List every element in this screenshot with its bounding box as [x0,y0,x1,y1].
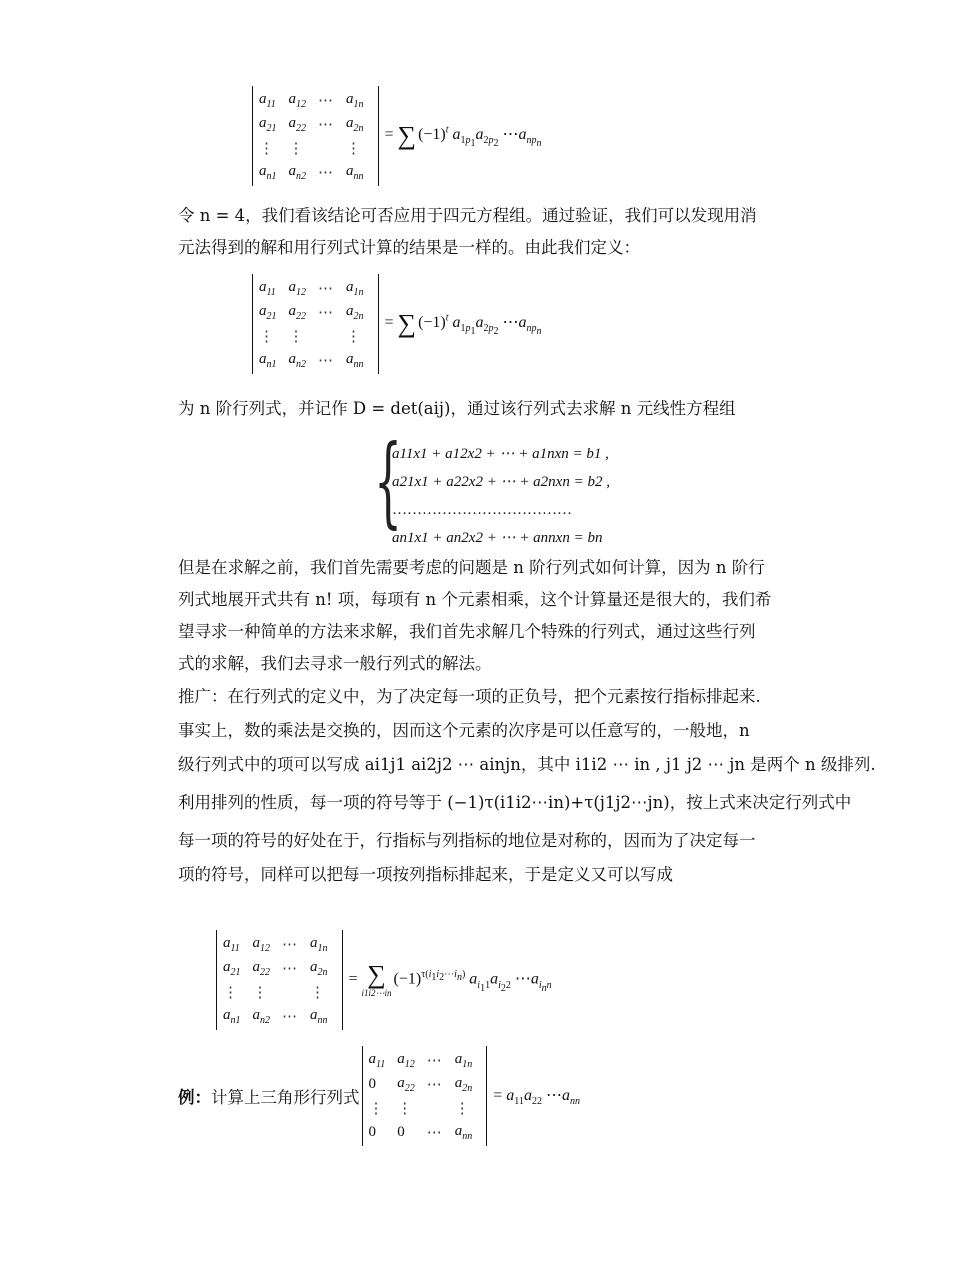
brace: { [374,425,403,539]
cell: $a_{11}$ [259,90,276,110]
determinant-definition-1 [252,86,542,186]
triangular-matrix: $a_{11}$ $a_{12}$ ⋯ $a_{1n}$ 0 $a_{22}$ ⋯ $a_{2n}$ ⋮ ⋮ ⋮ 0 0 ⋯ $a_{nn}$ [362,1046,488,1146]
paragraph-4: 推广：在行列式的定义中，为了决定每一项的正负号，把个元素按行指标排起来. 事实上，数的乘法是交换的，因而这个元素的次序是可以任意写的，一般地，n 级行列式中的项可以写成 ai1j1 ai2j2 ⋯ ainjn，其中 i1i2 ⋯ in , j1 j2 ⋯ jn 是两个 n 级排列. 利用排列的性质，每一项的符号等于 (−1)τ(i1i2⋯in)+τ(j1j2⋯jn)，按上式来决定行列式中 每一项的符号的好处在于，行指标与列指标的地位是对称的，因而为了决定每一 项的符号，同样可以把每一项按列指标排起来，于是定义又可以写成 [178,687,876,884]
determinant-rhs: = ∑ $(-1)^t$ $a_{1p_1}a_{2p_2}$ $\cdots a_{np_n}$ [384,121,542,150]
system-ellipsis: ……………………………… [392,502,572,518]
paragraph-2: 为 n 阶行列式，并记作 D = det(aij)，通过该行列式去求解 n 元线性方程组 [178,399,736,418]
determinant-definition-2 [252,274,542,374]
determinant-rhs: = ∑ i1i2⋯in $(-1)^{\tau(i_1i_2\cdots i_n)}$ $a_{i_11}a_{i_22}$ $\cdots a_{i_nn}$ [348,960,552,998]
linear-system [374,425,610,552]
example-text: 计算上三角形行列式 [211,1088,360,1107]
system-equation-1: a11x1 + a12x2 + ⋯ + a1nxn = b1 , [392,446,609,462]
paragraph-1: 令 n = 4，我们看该结论可否应用于四元方程组。通过验证，我们可以发现用消 元法得到的解和用行列式计算的结果是一样的。由此我们定义： [178,206,757,257]
system-equation-n: an1x1 + an2x2 + ⋯ + annxn = bn [392,530,603,546]
example-rhs: = $a_{11}a_{22}$ $\cdots a_{nn}$ [493,1086,580,1108]
system-equation-2: a21x1 + a22x2 + ⋯ + a2nxn = b2 , [392,474,610,490]
determinant-matrix: $a_{11}$ $a_{12}$ ⋯ $a_{1n}$ $a_{21}$ $a_{22}$ ⋯ $a_{2n}$ ⋮ ⋮ ⋮ $a_{n1}$ $a_{n2}$ ⋯ $a_{nn}$ [252,86,379,186]
determinant-rhs: = ∑ $(-1)^t$ $a_{1p_1}a_{2p_2}$ $\cdots a_{np_n}$ [384,309,542,338]
paragraph-3: 但是在求解之前，我们首先需要考虑的问题是 n 阶行列式如何计算，因为 n 阶行 列式地展开式共有 n! 项，每项有 n 个元素相乘，这个计算量还是很大的，我们希 望寻求一种简单的方法来求解，我们首先求解几个特殊的行列式，通过这些行列 式的求解，我们去寻求一般行列式的解法。 [178,558,772,673]
example-label: 例： [178,1088,211,1107]
determinant-matrix: $a_{11}$ $a_{12}$ ⋯ $a_{1n}$ $a_{21}$ $a_{22}$ ⋯ $a_{2n}$ ⋮ ⋮ ⋮ $a_{n1}$ $a_{n2}$ ⋯ $a_{nn}$ [252,274,379,374]
example-upper-triangular [178,1046,580,1146]
determinant-matrix: $a_{11}$ $a_{12}$ ⋯ $a_{1n}$ $a_{21}$ $a_{22}$ ⋯ $a_{2n}$ ⋮ ⋮ ⋮ $a_{n1}$ $a_{n2}$ ⋯ $a_{nn}$ [216,930,343,1030]
determinant-column-definition [216,930,552,1030]
